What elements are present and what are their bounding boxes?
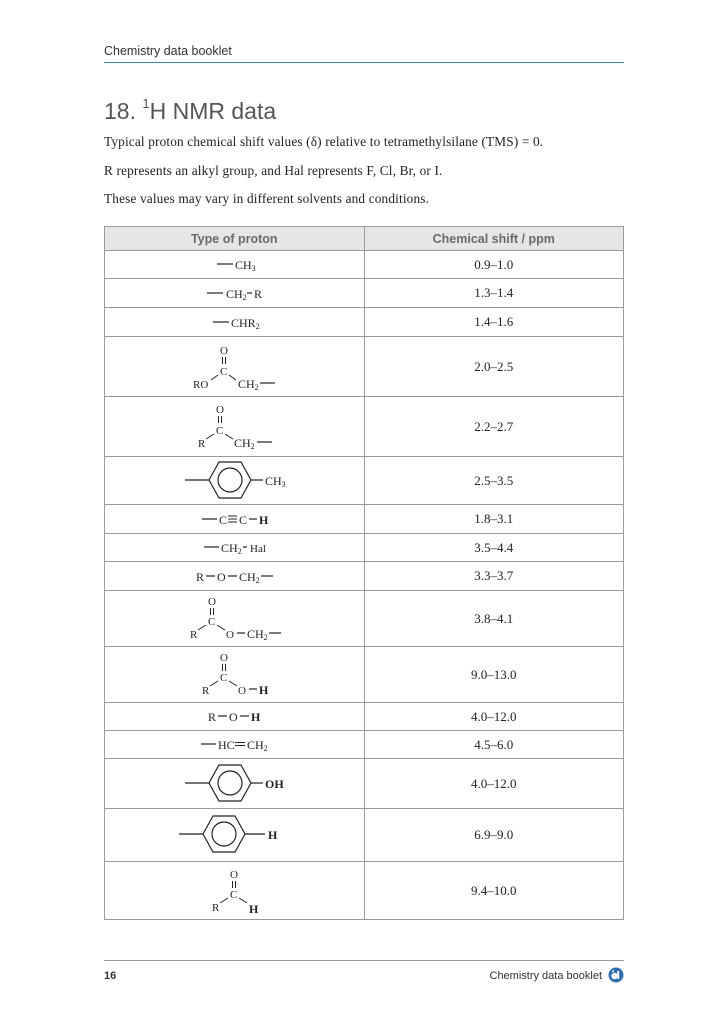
nmr-table xyxy=(104,226,624,920)
structure-alkyne-h xyxy=(105,505,367,533)
structure-cell xyxy=(105,591,365,647)
svg-text:C: C xyxy=(230,889,238,901)
svg-text:CH2: CH2 xyxy=(238,377,259,392)
shift-cell: 2.5–3.5 xyxy=(364,457,624,505)
svg-text:R: R xyxy=(208,710,217,724)
section-superscript: 1 xyxy=(142,96,150,112)
structure-cell xyxy=(105,862,365,920)
table-header-row xyxy=(105,227,624,251)
svg-text:CH2: CH2 xyxy=(234,436,255,451)
svg-text:R: R xyxy=(198,438,206,450)
structure-cell xyxy=(105,562,365,591)
shift-cell: 9.4–10.0 xyxy=(364,862,624,920)
structure-cell xyxy=(105,279,365,308)
benzene-ring-icon xyxy=(209,462,251,498)
structure-cell xyxy=(105,308,365,337)
structure-ester-ch2 xyxy=(105,337,367,396)
svg-text:O: O xyxy=(229,710,238,724)
svg-text:O: O xyxy=(220,345,228,357)
svg-text:CHR2: CHR2 xyxy=(231,316,260,331)
table-row xyxy=(105,591,624,647)
svg-text:H: H xyxy=(268,828,278,842)
structure-benzene-h xyxy=(105,809,367,861)
structure-ch2-hal xyxy=(105,534,367,561)
section-name: H NMR data xyxy=(149,98,277,124)
shift-cell: 1.8–3.1 xyxy=(364,505,624,534)
svg-text:C: C xyxy=(219,513,228,527)
structure-chr2 xyxy=(105,308,367,336)
intro-text-2: R represents an alkyl group, and Hal represents F, Cl, Br, or I. xyxy=(104,163,443,178)
structure-aldehyde xyxy=(105,862,367,919)
structure-cell xyxy=(105,457,365,505)
structure-cell xyxy=(105,809,365,862)
intro-text-3: These values may vary in different solvents and conditions. xyxy=(104,191,430,206)
header-type-of-proton: Type of proton xyxy=(105,227,365,251)
table-row xyxy=(105,505,624,534)
shift-cell: 2.2–2.7 xyxy=(364,397,624,457)
svg-text:H: H xyxy=(259,683,269,697)
header-rule xyxy=(104,62,624,63)
shift-cell: 4.0–12.0 xyxy=(364,703,624,731)
table-row xyxy=(105,703,624,731)
svg-text:RO: RO xyxy=(193,379,209,391)
shift-cell: 9.0–13.0 xyxy=(364,647,624,703)
section-number: 18. xyxy=(104,98,136,124)
svg-text:CH3: CH3 xyxy=(235,258,256,273)
structure-cell xyxy=(105,759,365,809)
svg-text:R: R xyxy=(190,629,198,641)
structure-cell xyxy=(105,703,365,731)
table-row xyxy=(105,279,624,308)
svg-text:CH2: CH2 xyxy=(247,627,268,642)
svg-text:R: R xyxy=(196,570,205,584)
table-row xyxy=(105,534,624,562)
svg-text:C: C xyxy=(208,616,216,628)
svg-text:Hal: Hal xyxy=(250,543,266,555)
svg-text:O: O xyxy=(238,685,246,697)
svg-text:HC: HC xyxy=(218,738,235,752)
svg-text:C: C xyxy=(216,425,224,437)
shift-cell: 2.0–2.5 xyxy=(364,337,624,397)
svg-text:O: O xyxy=(208,596,216,608)
svg-text:CH3: CH3 xyxy=(265,474,286,489)
table-row xyxy=(105,562,624,591)
svg-text:C: C xyxy=(220,366,228,378)
shift-cell: 4.5–6.0 xyxy=(364,731,624,759)
intro-text-1: Typical proton chemical shift values (δ) relative to tetramethylsilane (TMS) = 0. xyxy=(104,134,544,149)
shift-cell: 6.9–9.0 xyxy=(364,809,624,862)
svg-text:H: H xyxy=(259,513,269,527)
table-row xyxy=(105,337,624,397)
table-row xyxy=(105,251,624,279)
structure-alcohol xyxy=(105,703,367,730)
structure-cell xyxy=(105,731,365,759)
footer-title: Chemistry data booklet xyxy=(489,970,602,982)
structure-cell xyxy=(105,505,365,534)
structure-ch3 xyxy=(105,251,367,278)
structure-cell xyxy=(105,251,365,279)
structure-phenol xyxy=(105,759,367,808)
shift-cell: 4.0–12.0 xyxy=(364,759,624,809)
svg-text:CH2: CH2 xyxy=(226,287,247,302)
section-title xyxy=(104,98,276,125)
svg-text:CH2: CH2 xyxy=(247,738,268,753)
svg-text:O: O xyxy=(216,404,224,416)
table-row xyxy=(105,731,624,759)
table-row xyxy=(105,308,624,337)
shift-cell: 1.3–1.4 xyxy=(364,279,624,308)
svg-text:R: R xyxy=(202,685,210,697)
shift-cell: 3.8–4.1 xyxy=(364,591,624,647)
structure-alkene xyxy=(105,731,367,758)
structure-ch2-r xyxy=(105,279,367,307)
svg-text:O: O xyxy=(226,629,234,641)
table-row xyxy=(105,457,624,505)
shift-cell: 3.3–3.7 xyxy=(364,562,624,591)
svg-text:C: C xyxy=(220,672,228,684)
shift-cell: 3.5–4.4 xyxy=(364,534,624,562)
page-number: 16 xyxy=(104,970,117,982)
table-row xyxy=(105,809,624,862)
svg-text:C: C xyxy=(239,513,248,527)
svg-text:R: R xyxy=(212,902,220,914)
structure-benzene-ch3 xyxy=(105,457,367,504)
structure-cell xyxy=(105,647,365,703)
table-row xyxy=(105,397,624,457)
table-row xyxy=(105,647,624,703)
structure-cell xyxy=(105,534,365,562)
structure-ketone-ch2 xyxy=(105,397,367,456)
svg-text:H: H xyxy=(251,710,261,724)
structure-carboxylic-acid xyxy=(105,647,367,702)
svg-text:CH2: CH2 xyxy=(239,570,260,585)
structure-cell xyxy=(105,337,365,397)
shift-cell: 1.4–1.6 xyxy=(364,308,624,337)
svg-text:O: O xyxy=(220,652,228,664)
shift-cell: 0.9–1.0 xyxy=(364,251,624,279)
svg-text:R: R xyxy=(254,287,263,301)
ib-logo-icon xyxy=(608,967,624,983)
svg-text:OH: OH xyxy=(265,777,284,791)
svg-text:O: O xyxy=(217,570,226,584)
footer-rule xyxy=(104,960,624,961)
running-header: Chemistry data booklet xyxy=(104,44,232,58)
table-row xyxy=(105,862,624,920)
svg-text:H: H xyxy=(249,902,259,916)
structure-ether-ch2 xyxy=(105,562,367,590)
svg-text:CH2: CH2 xyxy=(221,541,242,556)
structure-ester-o-ch2 xyxy=(105,591,367,646)
svg-text:O: O xyxy=(230,869,238,881)
table-row xyxy=(105,759,624,809)
header-chemical-shift: Chemical shift / ppm xyxy=(364,227,624,251)
structure-cell xyxy=(105,397,365,457)
